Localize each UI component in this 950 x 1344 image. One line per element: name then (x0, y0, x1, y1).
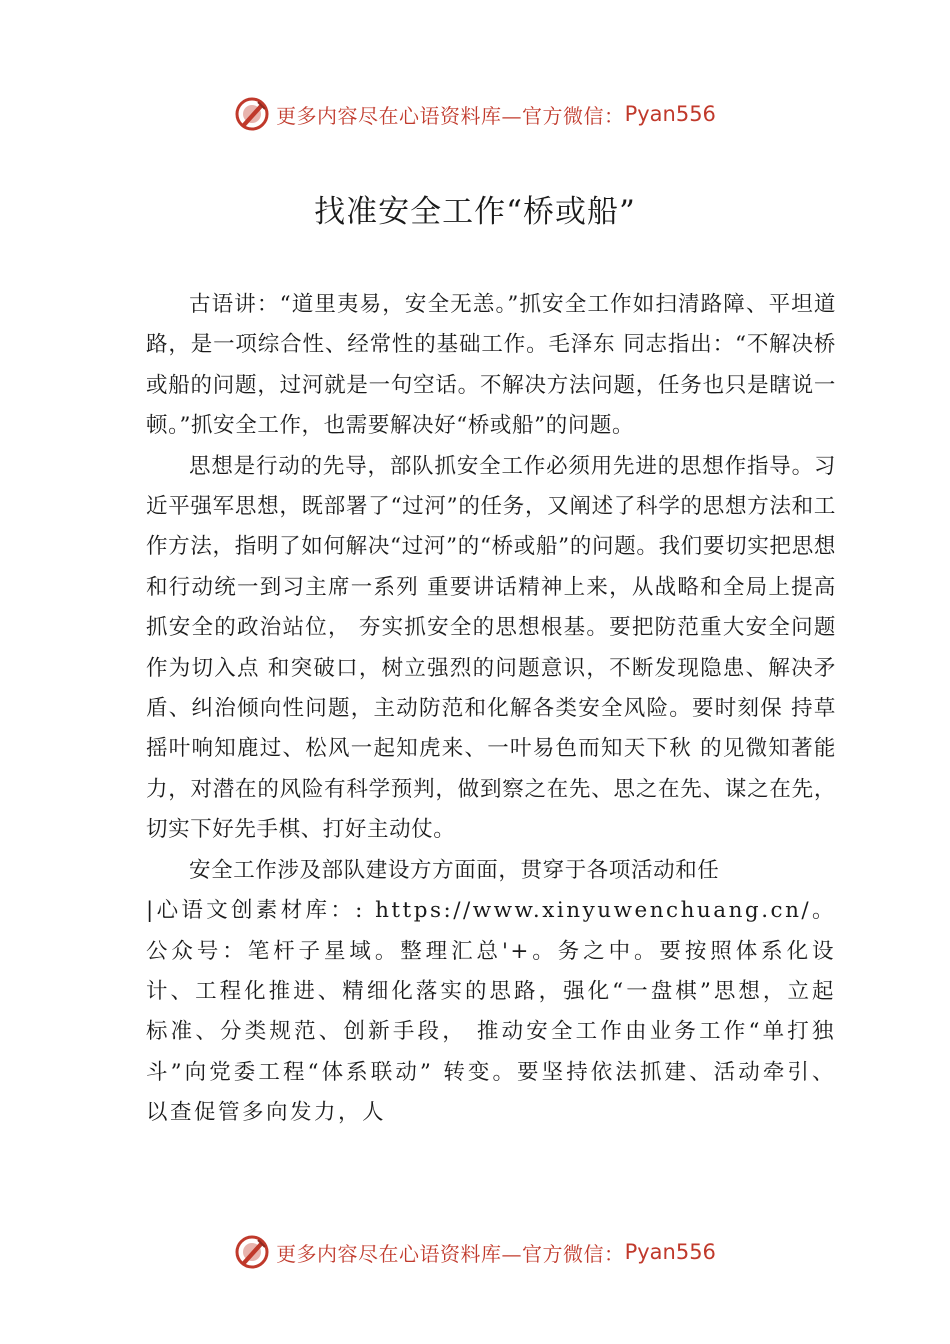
seal-logo-icon (234, 96, 270, 132)
document-title: 找准安全工作“桥或船” (314, 194, 636, 230)
paragraph-3: 安全工作涉及部队建设方方面面，贯穿于各项活动和任 (189, 857, 720, 883)
paragraph-4: |心语文创素材库：: https://www.xinyuwenchuang.cn/。公众号：笔杆子星域。整理汇总'+。务之中。要按照体系化设计、工程化推进、精细化落实的思路，强化“一盘棋”思想，立起标准、分类规范、创新手段， 推动安全工作由业务工作“单打独斗”向党委工程“体系联动” 转变。要坚持依法抓建、活动牵引、以查促管多向发力，人 (146, 898, 836, 1126)
watermark-text: 更多内容尽在心语资料库—官方微信： (276, 103, 625, 128)
watermark-banner-bottom (0, 1232, 950, 1272)
paragraph-1: 古语讲：“道里夷易，安全无恙。”抓安全工作如扫清路障、平坦道路，是一项综合性、经常性的基础工作。毛泽东 同志指出：“不解决桥或船的问题，过河就是一句空话。不解决方法问题，任务也只是瞎说一顿。”抓安全工作，也需要解决好“桥或船”的问题。 (146, 292, 836, 439)
watermark-text: 更多内容尽在心语资料库—官方微信： (276, 1241, 625, 1266)
seal-logo-icon (234, 1234, 270, 1270)
watermark-wechat-id: Pyan556 (624, 102, 716, 126)
watermark-banner-top (0, 94, 950, 134)
document-body (146, 285, 836, 1134)
paragraph-2: 思想是行动的先导，部队抓安全工作必须用先进的思想作指导。习近平强军思想，既部署了“过河”的任务，又阐述了科学的思想方法和工作方法，指明了如何解决“过河”的“桥或船”的问题。我们要切实把思想和行动统一到习主席一系列 重要讲话精神上来，从战略和全局上提高抓安全的政治站位， 夯实抓安全的思想根基。要把防范重大安全问题作为切入点 和突破口，树立强烈的问题意识，不断发现隐患、解决矛盾、纠治倾向性问题，主动防范和化解各类安全风险。要时刻保 持草摇叶响知鹿过、松风一起知虎来、一叶易色而知天下秋 的见微知著能力，对潜在的风险有科学预判，做到察之在先、思之在先、谋之在先，切实下好先手棋、打好主动仗。 (146, 453, 836, 843)
watermark-wechat-id: Pyan556 (624, 1240, 716, 1264)
